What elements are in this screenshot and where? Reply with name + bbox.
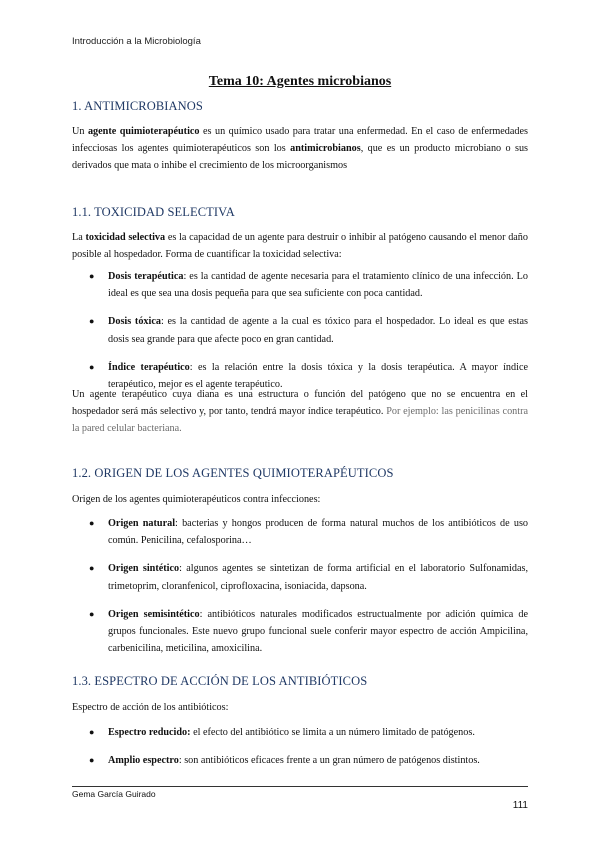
footer-author: Gema García Guirado (72, 789, 156, 799)
paragraph-origen-intro: Origen de los agentes quimioterapéuticos contra infecciones: (72, 494, 321, 505)
list-item: ● Dosis tóxica: es la cantidad de agente a la cual es tóxico para el hospedador. Lo ideal es que estas dosis sea grande para que afecte poco en gran cantidad. (72, 313, 528, 347)
list-item: ● Índice terapéutico: es la relación entre la dosis tóxica y la dosis terapéutica. A mayor índice terapéutico, mejor es el agente terapéutico. (72, 359, 528, 393)
list-item: ● Origen natural: bacterias y hongos producen de forma natural muchos de los antibióticos de uso común. Penicilina, cefalosporina… (72, 515, 528, 549)
paragraph-indice-terapeutico: Un agente terapéutico cuya diana es una estructura o función del patógeno que no se encuentra en el hospedador será más selectivo y, por tanto, tendrá mayor índice terapéutico. Por ejemplo: las penicilinas contra la pared celular bacteriana. (72, 389, 528, 435)
section-heading-espectro: 1.3. ESPECTRO DE ACCIÓN DE LOS ANTIBIÓTICOS (72, 674, 368, 688)
bullet-icon: ● (89, 608, 95, 619)
page-number: 111 (512, 800, 528, 811)
list-origen (72, 515, 528, 657)
example-text: Por ejemplo: las penicilinas contra la pared celular bacteriana. (72, 406, 528, 435)
paragraph-toxicidad-selectiva: La toxicidad selectiva es la capacidad de un agente para destruir o inhibir al patógeno causando el menor daño posible al hospedador. Forma de cuantificar la toxicidad selectiva: (72, 232, 528, 261)
page-title: Tema 10: Agentes microbianos (208, 74, 392, 89)
list-espectro (72, 724, 528, 769)
list-toxicidad (72, 268, 528, 393)
paragraph-agente-quimioterapeutico: Un agente quimioterapéutico es un químico usado para tratar una enfermedad. En el caso de enfermedades infecciosas los agentes quimioterapéuticos son los antimicrobianos, que es un producto microbiano o sus derivados que mata o inhibe el crecimiento de los microorganismos (72, 126, 529, 172)
list-item: ● Dosis terapéutica: es la cantidad de agente necesaria para el tratamiento clínico de una infección. Lo ideal es que sea una dosis pequeña para que sea suficiente con poca cantidad. (72, 268, 528, 302)
list-item: ● Amplio espectro: son antibióticos eficaces frente a un gran número de patógenos distintos. (72, 752, 528, 769)
bullet-icon: ● (89, 361, 95, 372)
list-item: ● Origen sintético: algunos agentes se sintetizan de forma artificial en el laboratorio Sulfonamidas, trimetoprim, cloranfenicol, ciprofloxacina, isoniacida, dapsona. (72, 560, 528, 594)
running-header: Introducción a la Microbiología (72, 36, 201, 47)
section-heading-origen: 1.2. ORIGEN DE LOS AGENTES QUIMIOTERAPÉUTICOS (72, 466, 394, 480)
list-item: ● Espectro reducido: el efecto del antibiótico se limita a un número limitado de patógenos. (72, 724, 528, 741)
footer-divider (72, 786, 528, 787)
list-item: ● Origen semisintético: antibióticos naturales modificados estructualmente por adición química de grupos funcionales. Este nuevo grupo funcional suele conferir mayor espectro de acción Ampicilina, carbenicilina, meticilina, amoxicilina. (72, 606, 528, 658)
bullet-icon: ● (89, 518, 95, 528)
section-heading-toxicidad-selectiva: 1.1. TOXICIDAD SELECTIVA (72, 205, 235, 219)
paragraph-espectro-intro: Espectro de acción de los antibióticos: (72, 702, 229, 713)
bullet-icon: ● (89, 755, 95, 766)
bullet-icon: ● (89, 316, 95, 327)
bullet-icon: ● (89, 727, 95, 737)
bullet-icon: ● (89, 271, 95, 281)
bullet-icon: ● (89, 563, 95, 574)
section-heading-antimicrobianos: 1. ANTIMICROBIANOS (72, 99, 203, 113)
